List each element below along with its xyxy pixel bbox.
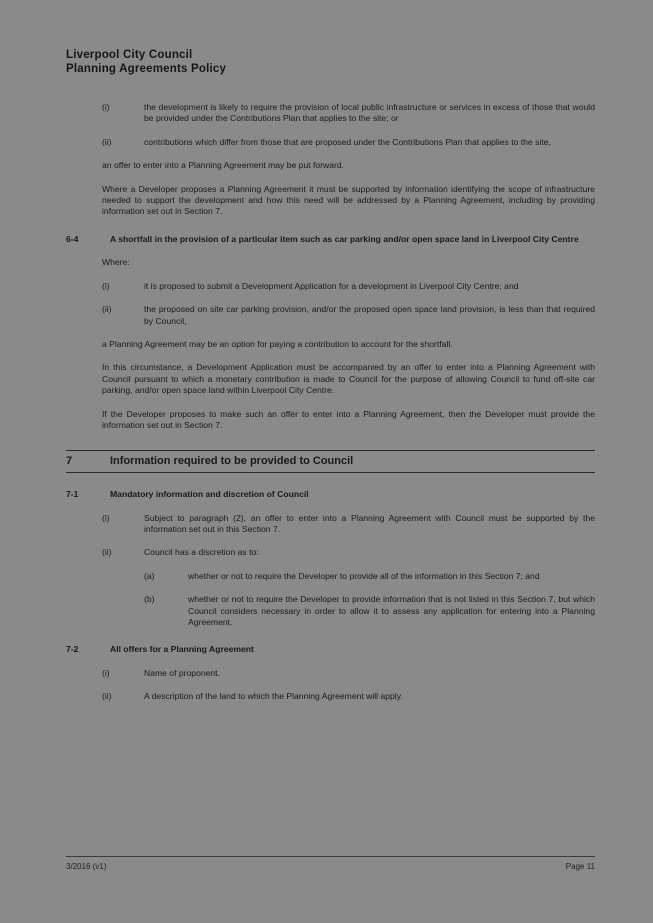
paragraph-where: Where: bbox=[102, 257, 130, 268]
paragraph-offer: an offer to enter into a Planning Agreement may be put forward. bbox=[102, 160, 345, 171]
list-marker: (b) bbox=[144, 594, 155, 605]
list-item bbox=[66, 513, 595, 536]
list-text: A description of the land to which the Planning Agreement will apply. bbox=[144, 691, 403, 702]
list-text: whether or not to require the Developer to provide all of the information in this Section 7; and bbox=[188, 570, 540, 581]
list-text: it is proposed to submit a Development Application for a development in Liverpool City Centre; and bbox=[144, 280, 519, 291]
list-item bbox=[66, 281, 595, 292]
clause-7-1 bbox=[66, 489, 595, 501]
list-text: contributions which differ from those that are proposed under the Contributions Plan that applies to the site, bbox=[144, 136, 551, 147]
clause-6-4 bbox=[66, 234, 595, 246]
clause-number: 7-2 bbox=[66, 644, 79, 655]
section-heading-7 bbox=[66, 450, 595, 473]
list-marker: (i) bbox=[102, 667, 110, 678]
document-content bbox=[66, 102, 595, 703]
list-item bbox=[66, 102, 595, 125]
clause-7-2 bbox=[66, 644, 595, 656]
clause-title: All offers for a Planning Agreement bbox=[110, 644, 254, 655]
header-line-policy: Planning Agreements Policy bbox=[66, 63, 227, 75]
document-header bbox=[66, 48, 595, 76]
list-text: the proposed on site car parking provision, and/or the proposed open space land provision, is less than that required by Council, bbox=[144, 304, 595, 326]
paragraph-developer-offer: If the Developer proposes to make such an offer to enter into a Planning Agreement, then the Developer must provide the information set out in Section 7. bbox=[102, 408, 595, 431]
clause-title: A shortfall in the provision of a particular item such as car parking and/or open space land in Liverpool City Centre bbox=[110, 233, 579, 244]
footer-page-number: Page 11 bbox=[565, 862, 595, 871]
list-marker: (ii) bbox=[102, 547, 112, 558]
list-marker: (ii) bbox=[102, 691, 112, 702]
list-item bbox=[66, 668, 595, 679]
list-item bbox=[66, 304, 595, 327]
header-line-council: Liverpool City Council bbox=[66, 49, 193, 61]
list-marker: (i) bbox=[102, 280, 110, 291]
section-number: 7 bbox=[66, 454, 73, 467]
footer-document-ref: 3/2016 (v1) bbox=[66, 862, 107, 871]
clause-title: Mandatory information and discretion of Council bbox=[110, 488, 309, 499]
list-marker: (ii) bbox=[102, 136, 112, 147]
list-marker: (i) bbox=[102, 102, 110, 112]
paragraph-circumstance: In this circumstance, a Development Application must be accompanied by an offer to enter into a Planning Agreement with Council pursuant to which a monetary contribution is made to Council for the purpose of allowing Council to fund off-site car parking, and/or open space land within Liverpool City Centre. bbox=[102, 362, 595, 396]
section-title: Information required to be provided to Council bbox=[110, 454, 354, 467]
list-item bbox=[66, 571, 595, 582]
paragraph-where-developer: Where a Developer proposes a Planning Agreement it must be supported by information identifying the scope of infrastructure needed to support the development and how this need will be addressed by a Planning Agreement, including by providing information set out in Section 7. bbox=[102, 183, 595, 217]
list-item bbox=[66, 137, 595, 148]
paragraph-shortfall: a Planning Agreement may be an option for paying a contribution to account for the shortfall. bbox=[102, 339, 453, 350]
list-text: Name of proponent. bbox=[144, 667, 220, 678]
page-footer bbox=[66, 856, 595, 871]
list-marker: (a) bbox=[144, 570, 155, 581]
list-text: whether or not to require the Developer to provide information that is not listed in this Section 7, but which Council considers necessary in order to allow it to assess any application for entering into a Planning Agreement. bbox=[188, 594, 595, 627]
clause-number: 6-4 bbox=[66, 233, 79, 244]
list-item bbox=[66, 547, 595, 558]
list-text: Council has a discretion as to: bbox=[144, 547, 259, 558]
list-item bbox=[66, 594, 595, 628]
list-text: Subject to paragraph (2), an offer to enter into a Planning Agreement with Council must be supported by the information set out in this Section 7. bbox=[144, 512, 595, 534]
list-marker: (ii) bbox=[102, 304, 112, 315]
list-item bbox=[66, 691, 595, 702]
clause-number: 7-1 bbox=[66, 488, 79, 499]
list-text: the development is likely to require the provision of local public infrastructure or services in excess of those that would be provided under the Contributions Plan that applies to the site; or bbox=[144, 102, 595, 124]
list-marker: (i) bbox=[102, 512, 110, 523]
